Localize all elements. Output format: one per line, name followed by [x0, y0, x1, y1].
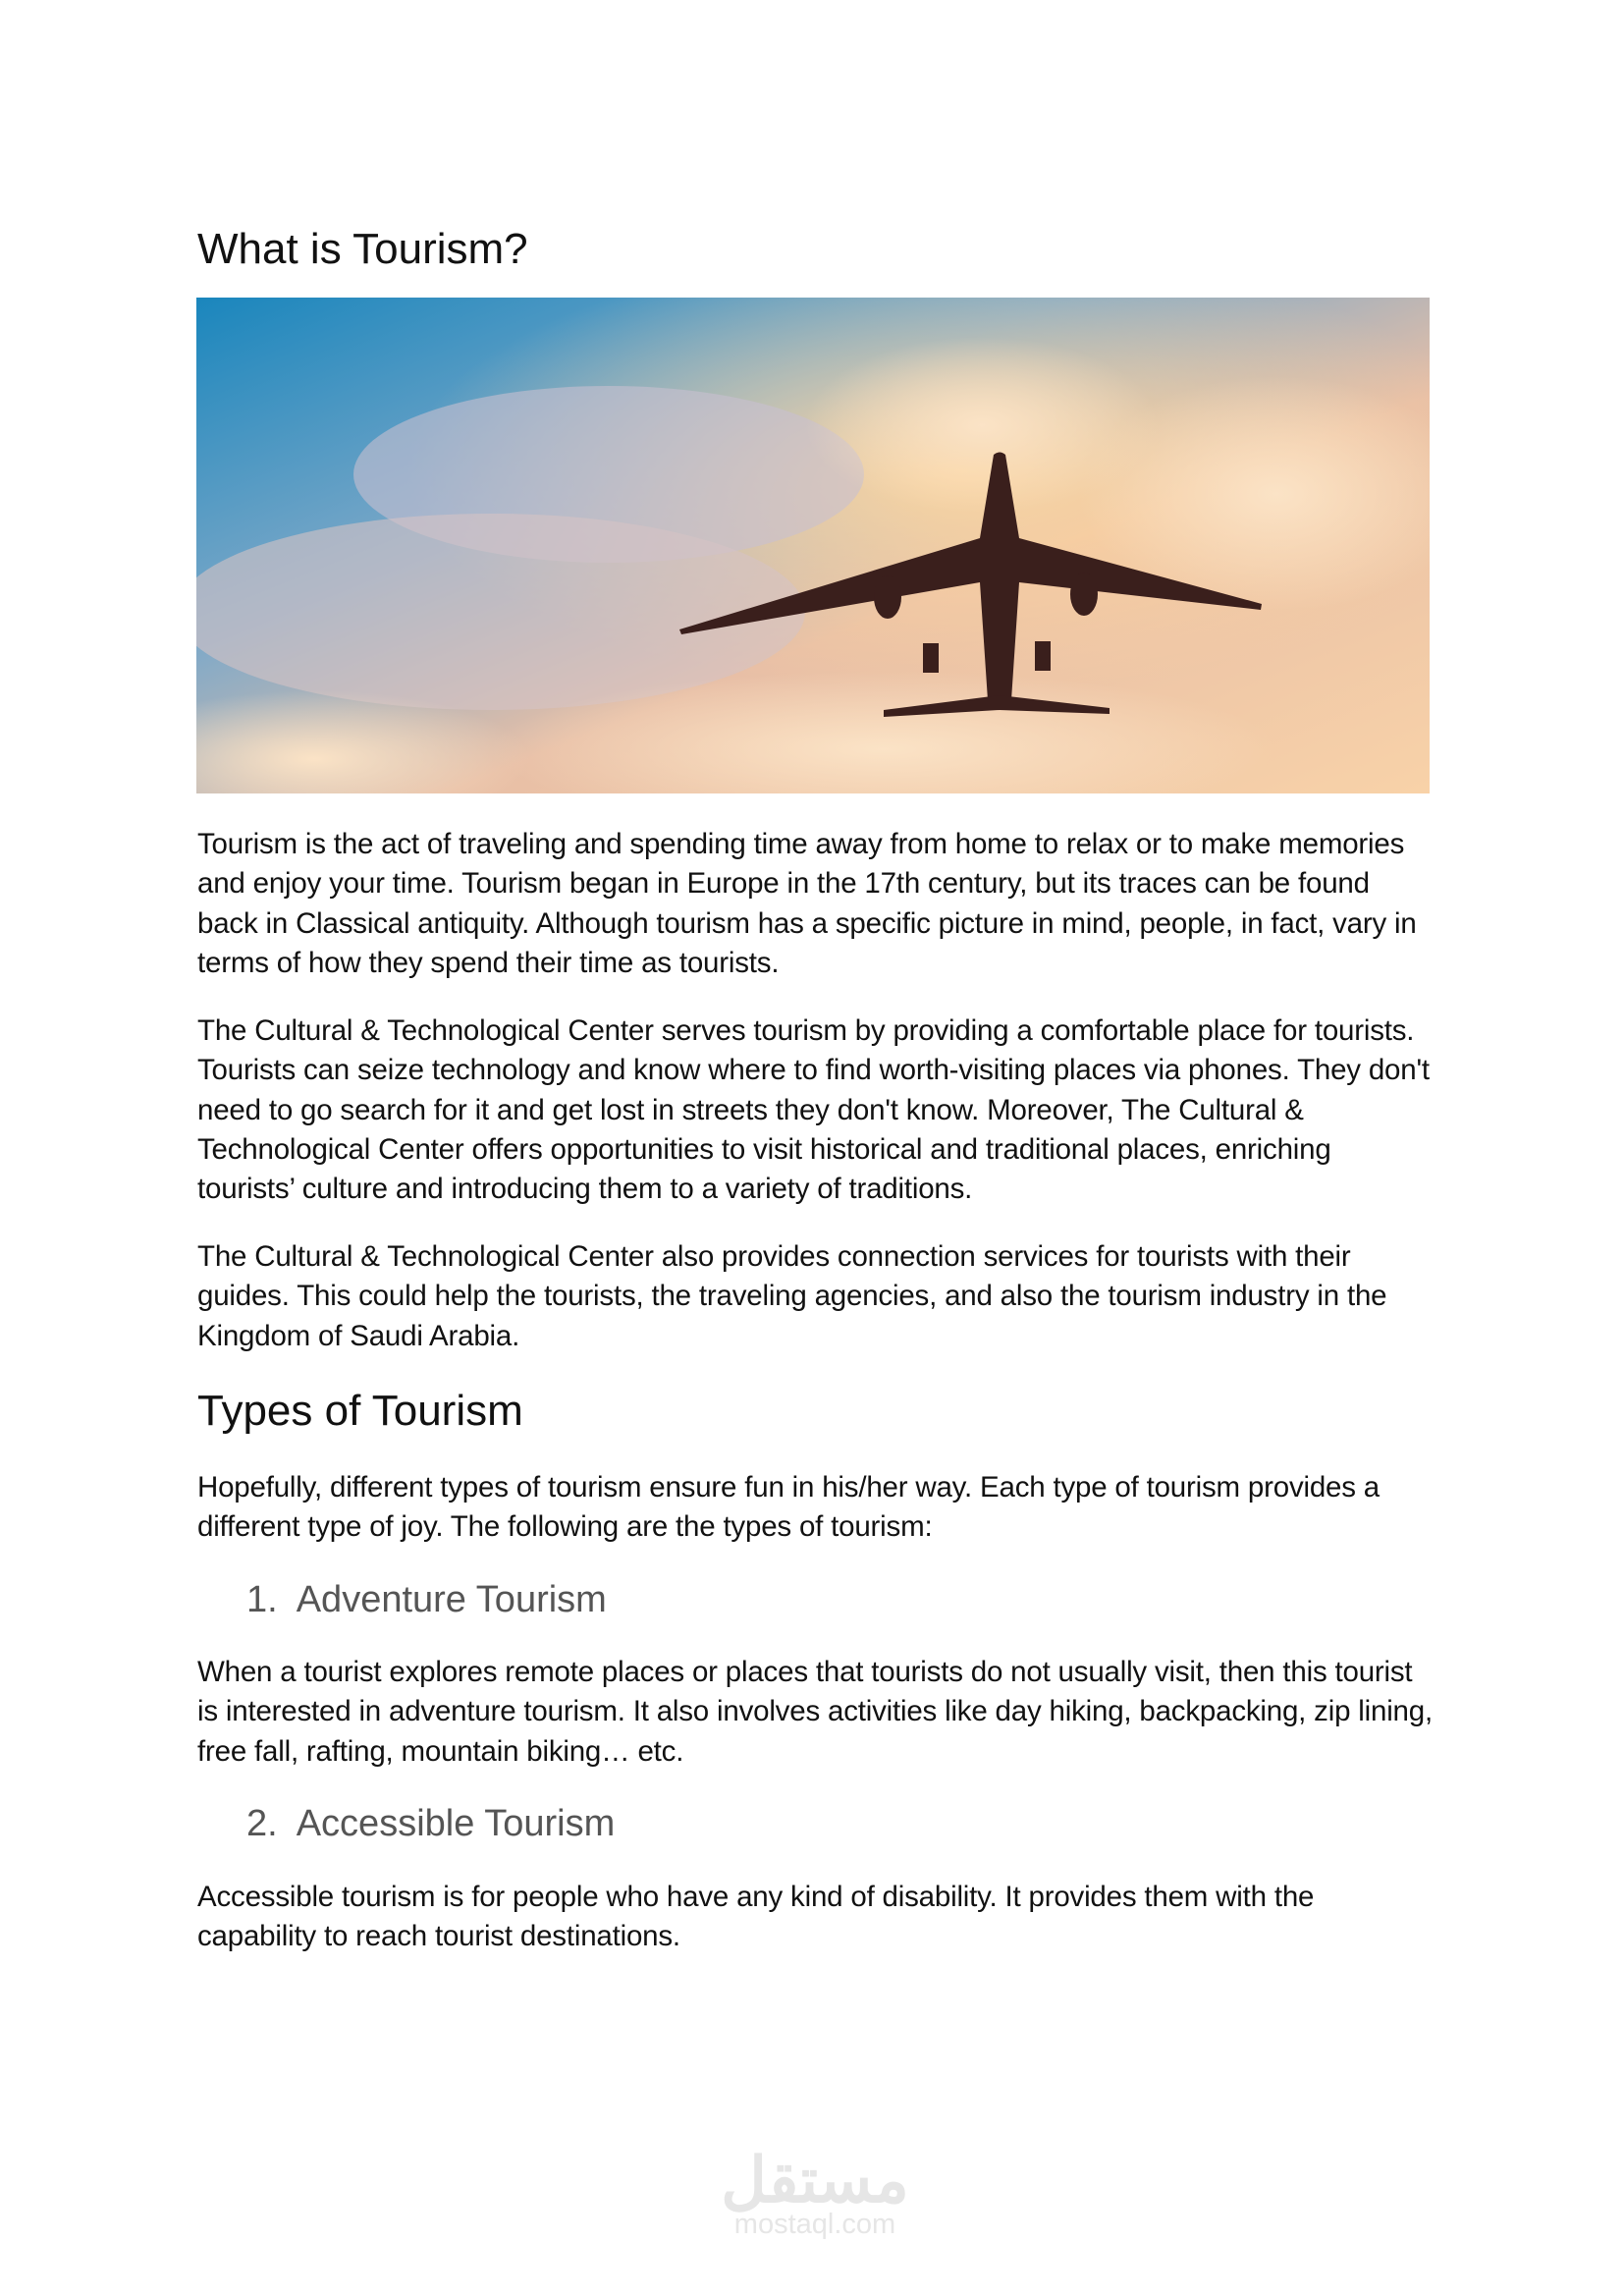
watermark-arabic: مستقل	[721, 2145, 909, 2215]
types-intro-paragraph: Hopefully, different types of tourism ensure fun in his/her way. Each type of tourism provides a different type of joy. The following are the types of tourism:	[197, 1471, 1380, 1544]
accessible-tourism-heading: 2. Accessible Tourism	[246, 1803, 616, 1844]
adventure-tourism-heading: 1. Adventure Tourism	[246, 1579, 607, 1620]
accessible-tourism-paragraph: Accessible tourism is for people who have any kind of disability. It provides them with the capability to reach tourist destinations.	[197, 1881, 1315, 1953]
intro-paragraph: Tourism is the act of traveling and spending time away from home to relax or to make memories and enjoy your time. Tourism began in Europe in the 17th century, but its traces can be found back in Classical antiquity. Although tourism has a specific picture in mind, people, in fact, vary in terms of how they spend their time as tourists.	[197, 828, 1417, 979]
adventure-tourism-paragraph: When a tourist explores remote places or places that tourists do not usually visit, then this tourist is interested in adventure tourism. It also involves activities like day hiking, backpacking, zip lining, free fall, rafting, mountain biking… etc.	[197, 1656, 1433, 1768]
watermark-latin: mostaql.com	[733, 2209, 896, 2240]
types-heading: Types of Tourism	[197, 1387, 523, 1435]
mostaql-watermark	[687, 2145, 943, 2240]
connection-services-paragraph: The Cultural & Technological Center also provides connection services for tourists with their guides. This could help the tourists, the traveling agencies, and also the tourism industry in the Kingdom of Saudi Arabia.	[197, 1240, 1387, 1352]
airplane-hero-image	[196, 298, 1430, 793]
page-title: What is Tourism?	[197, 225, 528, 273]
center-services-paragraph: The Cultural & Technological Center serves tourism by providing a comfortable place for tourists. Tourists can seize technology and know where to find worth-visiting places via phones. They don't need to go search for it and get lost in streets they don't know. Moreover, The Cultural & Technological Center offers opportunities to visit historical and traditional places, enriching tourists’ culture and introducing them to a variety of traditions.	[197, 1014, 1430, 1206]
